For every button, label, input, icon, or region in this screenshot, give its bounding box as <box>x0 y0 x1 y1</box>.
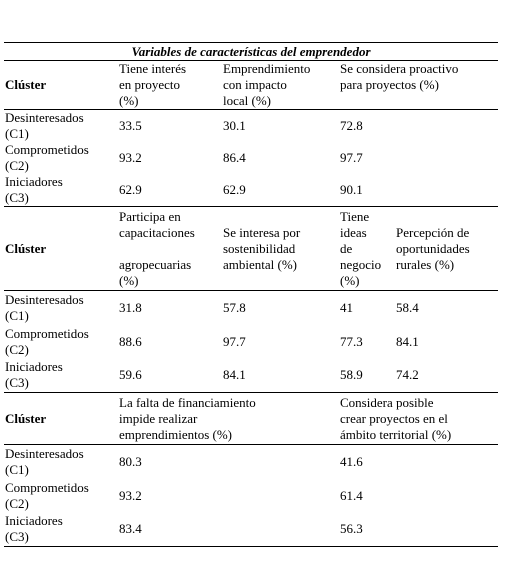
row-cluster: Iniciadores (C3) <box>5 174 63 205</box>
characteristics-table <box>4 42 498 547</box>
cell-value: 62.9 <box>223 182 246 197</box>
cell-value: 83.4 <box>118 513 339 547</box>
cell-value: 84.1 <box>223 367 246 383</box>
block3-header-financing: La falta de financiamiento impide realizar emprendimientos (%) <box>118 393 339 445</box>
row-cluster: Iniciadores (C3) <box>5 359 63 391</box>
block3-header-row <box>4 393 498 445</box>
block2-header-business-ideas: Tiene ideas de negocio (%) <box>339 207 395 291</box>
block1-header-row <box>4 61 498 110</box>
row-cluster: Comprometidos (C2) <box>5 479 89 511</box>
row-cluster: Desinteresados (C1) <box>5 445 84 477</box>
cell-value: 88.6 <box>119 333 142 349</box>
cell-value: 41 <box>340 299 353 315</box>
cell-value: 93.2 <box>119 487 142 503</box>
cell-value: 74.2 <box>396 367 419 383</box>
table-row <box>4 291 498 325</box>
row-cluster: Comprometidos (C2) <box>5 142 89 173</box>
cell-value: 57.8 <box>223 299 246 315</box>
block2-cluster-header: Clúster <box>4 207 118 291</box>
table-title: Variables de características del emprendedor <box>4 43 498 61</box>
table-row <box>4 325 498 359</box>
block1-cluster-header: Clúster <box>4 61 118 110</box>
block1-header-proactive: Se considera proactivo para proyectos (%) <box>339 61 498 110</box>
cell-value: 62.9 <box>119 182 142 197</box>
cell-value: 31.8 <box>119 299 142 315</box>
row-cluster: Iniciadores (C3) <box>4 513 118 547</box>
block2-header-row <box>4 207 498 291</box>
cell-value: 41.6 <box>340 453 363 469</box>
cell-value: 77.3 <box>340 333 363 349</box>
block2-header-sustainability: Se interesa por sostenibilidad ambiental (%) <box>222 207 339 291</box>
block2-header-rural-opportunities: Percepción de oportunidades rurales (%) <box>395 207 498 291</box>
table-title-row <box>4 43 498 61</box>
row-cluster: Comprometidos (C2) <box>5 325 89 357</box>
row-cluster: Desinteresados (C1) <box>5 291 84 323</box>
cell-value: 72.8 <box>340 118 363 133</box>
cell-value: 58.9 <box>340 367 363 383</box>
cell-value: 93.2 <box>119 150 142 165</box>
cell-value: 97.7 <box>340 150 363 165</box>
cell-value: 80.3 <box>119 453 142 469</box>
table-row <box>4 479 498 513</box>
block3-cluster-header: Clúster <box>4 393 118 445</box>
block1-header-interest: Tiene interés en proyecto (%) <box>118 61 222 110</box>
block3-header-territorial: Considera posible crear proyectos en el ámbito territorial (%) <box>339 393 498 445</box>
cell-value: 56.3 <box>339 513 498 547</box>
table-row <box>4 359 498 393</box>
cell-value: 58.4 <box>396 299 419 315</box>
cell-value: 86.4 <box>223 150 246 165</box>
table-row <box>4 110 498 143</box>
block1-header-local-impact: Emprendimiento con impacto local (%) <box>222 61 339 110</box>
cell-value: 61.4 <box>340 487 363 503</box>
table-row <box>4 445 498 479</box>
row-cluster: Desinteresados (C1) <box>5 110 84 141</box>
table-row <box>4 174 498 207</box>
cell-value: 59.6 <box>119 367 142 383</box>
cell-value: 90.1 <box>340 182 363 197</box>
cell-value: 84.1 <box>396 333 419 349</box>
table-row <box>4 142 498 174</box>
table-row <box>4 513 498 547</box>
cell-value: 33.5 <box>119 118 142 133</box>
cell-value: 30.1 <box>223 118 246 133</box>
cell-value: 97.7 <box>223 333 246 349</box>
block2-header-training: Participa en capacitaciones agropecuarias (%) <box>118 207 222 291</box>
